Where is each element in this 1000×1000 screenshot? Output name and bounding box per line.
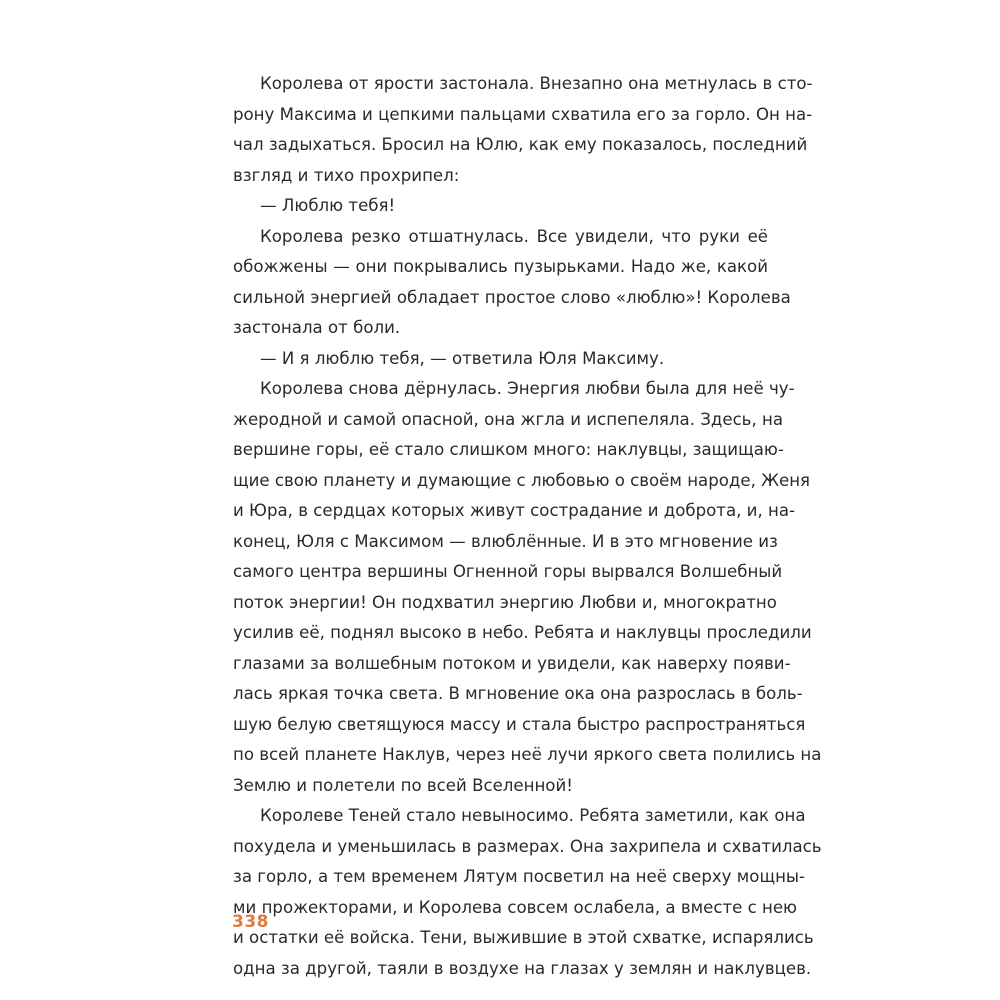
text-line: самого центра вершины Огненной горы вырвался Волшебный xyxy=(233,562,783,581)
text-line: чал задыхаться. Бросил на Юлю, как ему показалось, последний xyxy=(233,135,808,154)
text-line: конец, Юля с Максимом — влюблённые. И в это мгновение из xyxy=(233,531,778,551)
text-line: сильной энергией обладает простое слово «люблю»! Королева xyxy=(233,287,791,307)
text-line: Королева от ярости застонала. Внезапно она метнулась в сто- xyxy=(260,74,813,93)
text-line: за горло, а тем временем Лятум посветил на неё сверху мощны- xyxy=(233,867,806,886)
text-line: лась яркая точка света. В мгновение ока она разрослась в боль- xyxy=(233,684,803,703)
paragraph xyxy=(233,374,822,801)
text-line: шую белую светящуюся массу и стала быстро распространяться xyxy=(233,714,806,734)
text-line: и Юра, в сердцах которых живут сострадание и доброта, и, на- xyxy=(233,501,796,520)
text-line: Королева снова дёрнулась. Энергия любви была для неё чу- xyxy=(260,379,795,398)
text-line: похудела и уменьшилась в размерах. Она захрипела и схватилась xyxy=(233,836,822,856)
paragraph xyxy=(233,222,791,344)
text-line: Королева резко отшатнулась. Все увидели, что руки её xyxy=(260,226,768,246)
text-line: — И я люблю тебя, — ответила Юля Максиму. xyxy=(260,348,665,368)
text-line: и остатки её войска. Тени, выжившие в этой схватке, испарялись xyxy=(233,928,814,947)
text-line: обожжены — они покрывались пузырьками. Надо же, какой xyxy=(233,257,768,276)
text-line: Королеве Теней стало невыносимо. Ребята заметили, как она xyxy=(260,806,806,825)
text-line: жеродной и самой опасной, она жгла и испепеляла. Здесь, на xyxy=(233,409,784,429)
text-line: усилив её, поднял высоко в небо. Ребята и наклувцы проследили xyxy=(233,623,812,642)
paragraph xyxy=(233,344,768,375)
text-line: вершине горы, её стало слишком много: наклувцы, защищаю- xyxy=(233,440,784,459)
text-line: Землю и полетели по всей Вселенной! xyxy=(233,775,573,795)
text-line: поток энергии! Он подхватил энергию Любви и, многократно xyxy=(233,592,777,612)
text-line: глазами за волшебным потоком и увидели, как наверху появи- xyxy=(233,653,791,673)
text-line: взгляд и тихо прохрипел: xyxy=(233,165,460,185)
page-number: 338 xyxy=(232,912,269,932)
paragraph xyxy=(233,801,822,984)
text-line: щие свою планету и думающие с любовью о своём народе, Женя xyxy=(233,470,811,490)
text-line: одна за другой, таяли в воздухе на глазах у землян и наклувцев. xyxy=(233,958,812,978)
text-line: — Люблю тебя! xyxy=(260,196,396,215)
paragraph xyxy=(233,191,768,222)
paragraph xyxy=(233,69,813,191)
text-line: застонала от боли. xyxy=(233,318,401,337)
text-line: рону Максима и цепкими пальцами схватила его за горло. Он на- xyxy=(233,104,813,124)
body-text xyxy=(233,69,822,984)
text-line: по всей планете Наклув, через неё лучи яркого света полились на xyxy=(233,745,822,764)
text-line: ми прожекторами, и Королева совсем ослабела, а вместе с нею xyxy=(233,897,798,917)
